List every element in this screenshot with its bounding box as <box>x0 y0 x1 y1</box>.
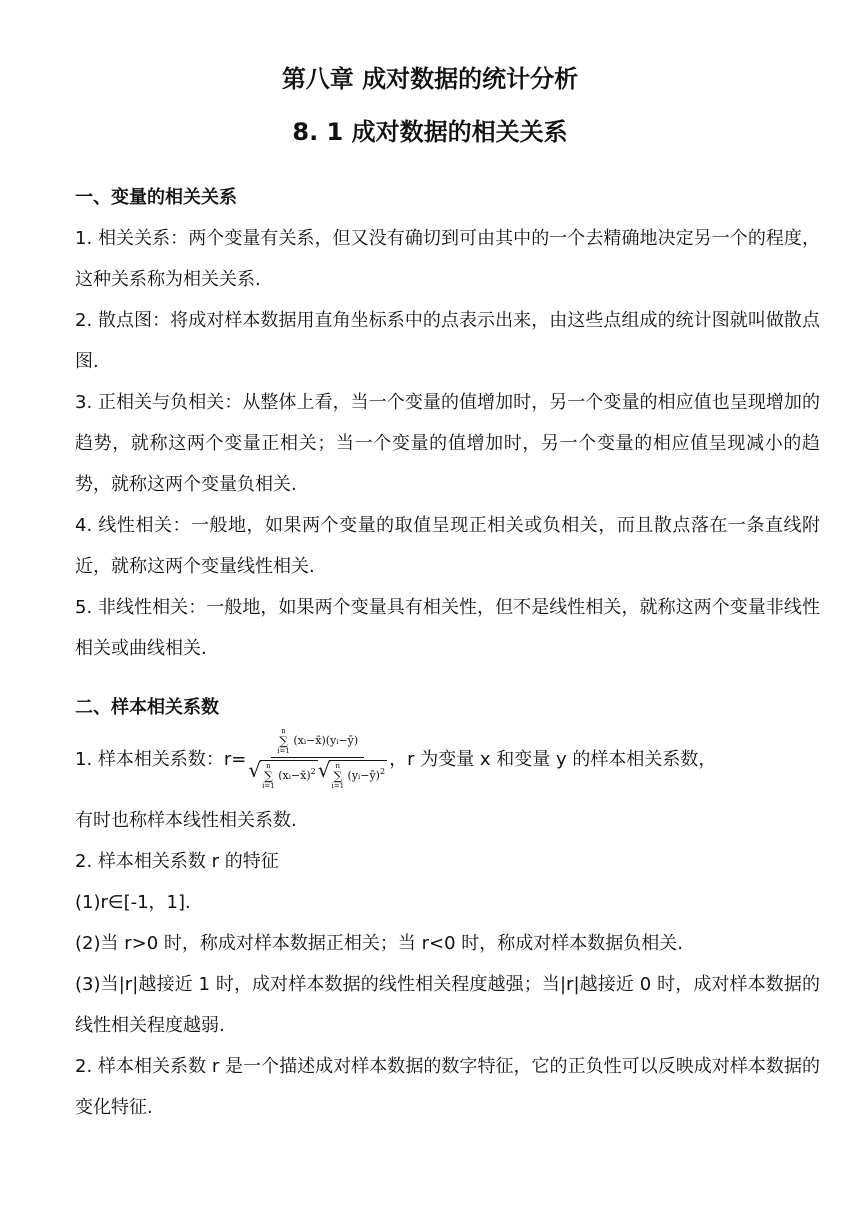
feature-sign: (2)当 r>0 时，称成对样本数据正相关；当 r<0 时，称成对样本数据负相关. <box>75 933 683 954</box>
formula-prefix: 1. 样本相关系数：r= <box>75 749 247 770</box>
formula-suffix: ，r 为变量 x 和变量 y 的样本相关系数， <box>389 749 717 770</box>
definition-nonlinear: 5. 非线性相关：一般地，如果两个变量具有相关性，但不是线性相关，就称这两个变量非线性相关或曲线相关. <box>75 597 820 659</box>
part1-heading: 一、变量的相关关系 <box>75 187 237 208</box>
section-title: 8. 1 成对数据的相关关系 <box>292 118 568 146</box>
part2-heading: 二、样本相关系数 <box>75 697 219 718</box>
definition-correlation: 1. 相关关系：两个变量有关系，但又没有确切到可由其中的一个去精确地决定另一个的程度，这种关系称为相关关系. <box>75 228 820 290</box>
feature-range: (1)r∈[-1，1]. <box>75 892 191 913</box>
formula-continuation: 有时也称样本线性相关系数. <box>75 810 297 831</box>
formula-numerator: n ∑ i=1 (xᵢ−x̄)(yᵢ−ȳ) <box>271 727 364 758</box>
chapter-title: 第八章 成对数据的统计分析 <box>281 65 579 93</box>
definition-positive-negative: 3. 正相关与负相关：从整体上看，当一个变量的值增加时，另一个变量的相应值也呈现增加的趋势，就称这两个变量正相关；当一个变量的值增加时，另一个变量的相应值呈现减小的趋势，就称这两个变量负相关. <box>75 392 820 495</box>
correlation-formula-line <box>75 726 820 790</box>
formula-denominator: √ n ∑ i=1 (xᵢ−x̄)$^2$ √ n ∑ i=1 (yᵢ−ȳ)$^2$ <box>248 757 386 790</box>
definition-scatter-plot: 2. 散点图：将成对样本数据用直角坐标系中的点表示出来，由这些点组成的统计图就叫做散点图. <box>75 310 820 372</box>
summary-paragraph: 2. 样本相关系数 r 是一个描述成对样本数据的数字特征，它的正负性可以反映成对样本数据的变化特征. <box>75 1056 820 1118</box>
feature-strength: (3)当|r|越接近 1 时，成对样本数据的线性相关程度越强；当|r|越接近 0 时，成对样本数据的线性相关程度越弱. <box>75 974 820 1036</box>
definition-linear: 4. 线性相关：一般地，如果两个变量的取值呈现正相关或负相关，而且散点落在一条直线附近，就称这两个变量线性相关. <box>75 515 820 577</box>
correlation-formula <box>248 727 387 790</box>
feature-title: 2. 样本相关系数 r 的特征 <box>75 851 279 872</box>
